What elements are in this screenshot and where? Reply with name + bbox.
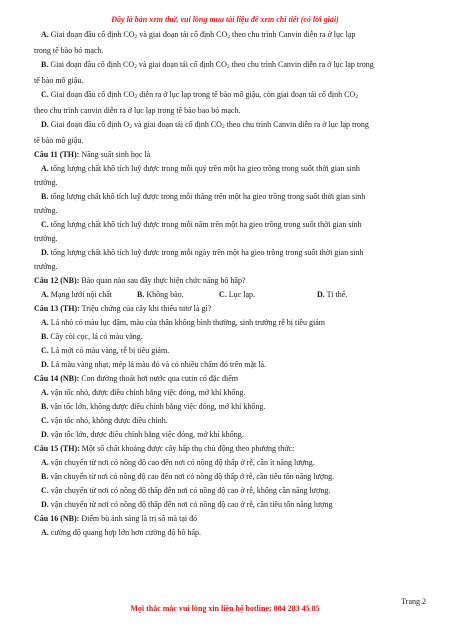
option-text: vận chuyển từ nơi có nồng độ cao đến nơi có nồng độ thấp ở rễ, cần ít năng lượng. [48, 458, 315, 467]
option-label: B. [41, 332, 49, 341]
q14-option-c [34, 414, 420, 428]
q11-option-a-cont: trưởng. [34, 178, 58, 187]
option-label: A. [41, 318, 49, 327]
option-text: tổng lượng chất khô tích luỹ được trong mỗi năm trên một ha gieo trồng trong suốt thời gian sinh [50, 220, 362, 229]
subscript: 2 [221, 124, 225, 130]
option-text: cường độ quang hợp lớn hơn cường độ hô hấp. [48, 528, 202, 537]
option-text: vận chuyển từ nơi có nồng độ thấp đến nơi có nồng độ cao ở rễ, không cần năng lượng. [48, 486, 331, 495]
option-label: D. [317, 290, 325, 299]
option-text: theo chu trình Canvin diễn ra ở lục lạp trong [224, 120, 369, 129]
option-text: Ti thể. [324, 290, 348, 299]
option-label: D. [41, 430, 49, 439]
page-number: Trang 2 [401, 597, 426, 606]
option-text: Không bào. [144, 290, 184, 299]
q13-option-b [34, 330, 420, 344]
option-text: vận tốc nhỏ, được điều chỉnh bằng việc đóng, mở khí khổng. [48, 388, 246, 397]
option-c-prev [34, 88, 420, 104]
option-label: B. [41, 192, 49, 201]
option-label: B. [41, 402, 49, 411]
option-label: D. [41, 248, 49, 257]
subscript: 2 [226, 64, 230, 70]
q14-option-a [34, 386, 420, 400]
q16-option-a [34, 526, 420, 540]
question-text: Bào quan nào sau đây thực hiện chức năng hô hấp? [79, 276, 246, 285]
question-number: Câu 13 (TH): [34, 304, 80, 313]
hotline-footer: Mọi thắc mắc vui lòng xin liên hệ hotline: 084 283 45 85 [130, 604, 320, 613]
subscript: 2 [129, 124, 132, 130]
question-14 [34, 372, 420, 386]
option-text: Lục lạp. [226, 290, 255, 299]
question-text: Năng suất sinh học là [79, 150, 151, 159]
q12-option-b [137, 288, 219, 302]
option-c-prev-cont: theo chu trình canvin diễn ra ở lục lạp trong tế bào bao bó mạch. [34, 106, 241, 115]
question-text: Một số chất khoáng được cây hấp thụ chủ động theo phương thức: [79, 444, 295, 453]
option-b-prev-cont: tế bào mô giậu. [34, 76, 84, 85]
q14-option-d [34, 428, 420, 442]
q13-option-c [34, 344, 420, 358]
subscript: 2 [134, 34, 138, 40]
q11-option-b-cont: trưởng. [34, 206, 58, 215]
option-text: và giai đoạn tái cố định CO [137, 30, 228, 39]
option-b-prev [34, 58, 420, 74]
option-text: tổng lượng chất khô tích luỹ được trong mỗi tháng trên một ha gieo trồng trong suốt thời gian sinh [50, 192, 366, 201]
q15-option-d [34, 498, 420, 512]
option-label: B. [41, 60, 49, 69]
option-text: vận tốc lớn, không được điều chỉnh bằng việc đóng, mở khí khổng. [48, 402, 266, 411]
question-number: Câu 14 (NB): [34, 374, 80, 383]
subscript: 2 [355, 94, 358, 100]
option-text: Giai đoạn đầu cố định O [50, 120, 130, 129]
preview-notice: Đây là bản xem thử, vui lòng mua tài liệu để xem chi tiết (có lời giải) [111, 15, 339, 24]
question-number: Câu 11 (TH): [34, 150, 80, 159]
question-number: Câu 12 (NB): [34, 276, 80, 285]
option-text: Cây còi cọc, lá có màu vàng. [48, 332, 143, 341]
q11-option-a [34, 162, 420, 176]
option-text: và giai đoạn tái cố định CO [131, 120, 222, 129]
option-text: vận chuyển từ nơi có nồng độ cao đến nơi có nồng độ thấp ở rễ, cần tiêu tốn năng lượng. [48, 472, 335, 481]
option-label: B. [41, 472, 49, 481]
option-text: Giai đoạn đầu cố định CO [50, 30, 135, 39]
subscript: 2 [134, 64, 137, 70]
option-label: A. [41, 388, 49, 397]
option-label: C. [41, 220, 49, 229]
q15-option-a [34, 456, 420, 470]
option-text: vận tốc lớn, được điều chỉnh bằng việc đóng, mở khí khổng. [48, 430, 244, 439]
option-label: A. [41, 458, 49, 467]
option-text: Lá nhỏ có màu lục đậm, màu của thân không bình thường, sinh trưởng rễ bị tiêu giảm [48, 318, 325, 327]
option-a-prev-cont: trong tế bào bó mạch. [34, 46, 104, 55]
question-13 [34, 302, 420, 316]
option-d-prev [34, 118, 420, 134]
q12-option-c [219, 288, 317, 302]
option-label: D. [41, 500, 49, 509]
option-label: D. [41, 360, 49, 369]
option-text: Giai đoạn đầu cố định CO [50, 90, 135, 99]
question-text: Con đường thoát hơi nước qua cutin có đặc điểm [79, 374, 239, 383]
document-body [34, 28, 420, 540]
option-text: tổng lượng chất khô tích luỹ được trong mỗi ngày trên một ha gieo trồng trong suốt thời gian sinh [50, 248, 364, 257]
option-text: Mạng lưới nội chất [48, 290, 113, 299]
q11-option-c [34, 218, 420, 232]
q11-option-d-cont: trưởng. [34, 262, 58, 271]
option-text: diễn ra ở lục lạp trong tế bào mô giậu, còn giai đoạn tái cố định CO [137, 90, 356, 99]
option-text: vận tốc nhỏ, không được điều chỉnh. [48, 416, 168, 425]
q12-options [34, 288, 420, 302]
option-label: A. [41, 528, 49, 537]
subscript: 2 [227, 34, 231, 40]
q11-option-c-cont: trưởng. [34, 234, 58, 243]
q14-option-b [34, 400, 420, 414]
option-text: và giai đoạn tái cố định CO [136, 60, 227, 69]
option-label: C. [41, 90, 49, 99]
option-text: tổng lượng chất khô tích luỹ được trong mỗi quý trên một ha gieo trồng trong suốt thời gian sinh [50, 164, 360, 173]
question-11 [34, 148, 420, 162]
option-text: Lá màu vàng nhạt, mép lá màu đỏ và có nhiều chấm đỏ trên mặt lá. [48, 360, 267, 369]
option-a-prev [34, 28, 420, 44]
question-12 [34, 274, 420, 288]
option-text: Lá mới có màu vàng, rễ bị tiêu giảm. [48, 346, 170, 355]
option-label: C. [41, 486, 49, 495]
q15-option-c [34, 484, 420, 498]
option-text: theo chu trình Canvin diễn ra ở lục lạp [230, 30, 356, 39]
q13-option-a [34, 316, 420, 330]
q12-option-d [317, 288, 347, 302]
q12-option-a [41, 288, 137, 302]
option-label: D. [41, 120, 49, 129]
q15-option-b [34, 470, 420, 484]
question-16 [34, 512, 420, 526]
option-text: vận chuyển từ nơi có nồng độ thấp đến nơi có nồng độ cao ở rễ, cần tiêu tốn năng lượng [48, 500, 333, 509]
subscript: 2 [134, 94, 138, 100]
option-label: A. [41, 164, 49, 173]
option-text: theo chu trình Canvin diễn ra ở lục lạp trong [229, 60, 374, 69]
option-label: A. [41, 30, 49, 39]
question-number: Câu 16 (NB): [34, 514, 80, 523]
q13-option-d [34, 358, 420, 372]
option-label: C. [41, 346, 49, 355]
question-number: Câu 15 (TH): [34, 444, 80, 453]
question-15 [34, 442, 420, 456]
option-label: C. [219, 290, 227, 299]
q11-option-b [34, 190, 420, 204]
question-text: Điểm bù ánh sáng là trị số mà tại đó [79, 514, 198, 523]
option-text: Giai đoạn đầu cố định CO [50, 60, 135, 69]
option-label: B. [137, 290, 145, 299]
question-text: Triệu chứng của cây khi thiếu nitơ là gì? [79, 304, 212, 313]
q11-option-d [34, 246, 420, 260]
option-d-prev-cont: tế bào mô giậu. [34, 136, 84, 145]
option-label: A. [41, 290, 49, 299]
option-label: C. [41, 416, 49, 425]
